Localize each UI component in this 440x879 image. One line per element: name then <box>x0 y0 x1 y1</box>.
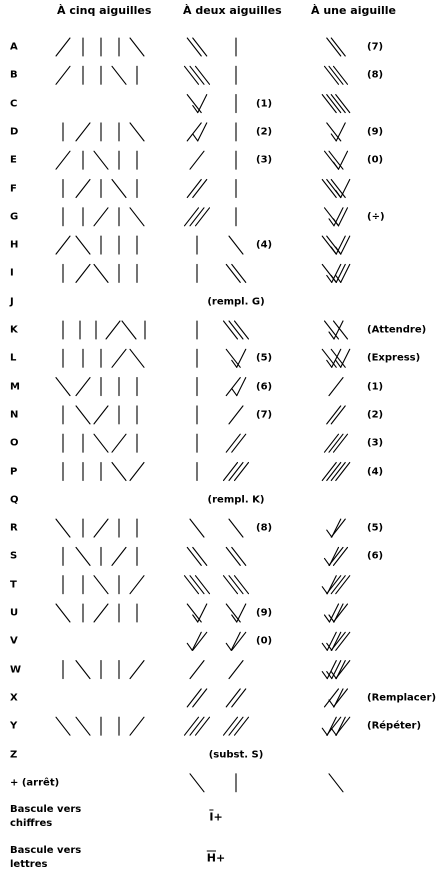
one-needle-meaning-g: (÷) <box>367 211 385 223</box>
five-needle-stroke-t <box>94 576 108 594</box>
five-needle-stroke-o <box>94 434 108 452</box>
two-needle-number-v: (0) <box>256 635 273 647</box>
shift-to-figures-glyph: $\overline{I}+$ <box>209 810 223 824</box>
five-needle-stroke-f <box>112 180 126 198</box>
five-needle-stroke-t <box>130 576 144 594</box>
row-label-j: J <box>10 296 14 308</box>
two-needle-left-d <box>193 134 198 141</box>
one-needle-stroke-w <box>322 672 327 679</box>
one-needle-stroke-x <box>334 689 348 707</box>
row-label-x: X <box>10 692 18 704</box>
one-needle-stroke-u <box>325 615 330 622</box>
five-needle-stroke-i <box>76 264 90 282</box>
one-needle-stroke-u <box>330 604 339 622</box>
row-label-t: T <box>10 579 17 591</box>
two-needle-right-n <box>229 406 243 424</box>
row-label-s: S <box>10 550 18 562</box>
row-label-g: G <box>10 211 19 223</box>
one-needle-stroke-m <box>329 378 343 396</box>
five-needle-stroke-g <box>130 208 144 226</box>
five-needle-stroke-f <box>76 180 90 198</box>
one-needle-stroke-e <box>339 151 348 169</box>
five-needle-stroke-g <box>94 208 108 226</box>
one-needle-meaning-l: (Express) <box>367 352 421 364</box>
two-needle-right-r <box>229 519 243 537</box>
five-needle-stroke-i <box>94 264 108 282</box>
five-needle-stroke-e <box>56 151 70 169</box>
one-needle-stroke-f <box>341 180 350 198</box>
two-needle-left-w <box>190 661 204 679</box>
five-needle-stroke-b <box>56 66 70 84</box>
row-label-u: U <box>10 607 19 619</box>
one-needle-stroke-w <box>336 661 350 679</box>
five-needle-stroke-e <box>94 151 108 169</box>
row-label-o: O <box>10 437 19 449</box>
five-needle-stroke-a <box>130 38 144 56</box>
five-needle-stroke-d <box>130 123 144 141</box>
five-needle-stroke-n <box>76 406 90 424</box>
one-needle-meaning-k: (Attendre) <box>367 324 427 336</box>
two-needle-number-e: (3) <box>256 154 273 166</box>
two-needle-number-r: (8) <box>256 522 273 534</box>
row-label-c: C <box>10 98 18 110</box>
five-needle-stroke-l <box>130 349 144 367</box>
one-needle-stroke-v <box>322 643 327 650</box>
five-needle-stroke-u <box>94 604 108 622</box>
two-needle-left-v <box>187 643 192 650</box>
one-needle-stroke-i <box>341 264 350 282</box>
five-needle-stroke-a <box>56 38 70 56</box>
one-needle-meaning-m: (1) <box>367 381 384 393</box>
one-needle-stroke-h <box>341 236 350 254</box>
five-needle-stroke-m <box>76 378 90 396</box>
two-needle-number-u: (9) <box>256 607 273 619</box>
two-needle-right-h <box>229 236 243 254</box>
header-one-needle: À une aiguille <box>311 4 396 17</box>
two-needle-right-l <box>237 349 246 367</box>
row-label-n: N <box>10 409 19 421</box>
one-needle-meaning-r: (5) <box>367 522 384 534</box>
two-needle-right-u <box>237 604 246 622</box>
shift-to-letters-glyph: $\overline{H}+$ <box>206 851 226 865</box>
five-needle-stroke-y <box>130 717 144 735</box>
one-needle-meaning-d: (9) <box>367 126 384 138</box>
two-needle-right-w <box>229 661 243 679</box>
two-needle-right-m <box>232 389 237 396</box>
five-needle-stroke-h <box>56 236 70 254</box>
one-needle-stroke-arrt <box>329 774 343 792</box>
two-needle-number-m: (6) <box>256 381 273 393</box>
row-label-q: Q <box>10 494 19 506</box>
five-needle-stroke-n <box>94 406 108 424</box>
row-label-w: W <box>10 664 22 676</box>
two-needle-left-arrt <box>190 774 204 792</box>
one-needle-meaning-s: (6) <box>367 550 384 562</box>
one-needle-stroke-v <box>327 632 336 650</box>
two-needle-number-h: (4) <box>256 239 273 251</box>
five-needle-stroke-y <box>56 717 70 735</box>
row-label-d: D <box>10 126 19 138</box>
one-needle-meaning-p: (4) <box>367 466 384 477</box>
five-needle-stroke-m <box>56 378 70 396</box>
two-needle-number-l: (5) <box>256 352 273 364</box>
row-label-m: M <box>10 381 20 393</box>
five-needle-stroke-r <box>56 519 70 537</box>
row-label-r: R <box>10 522 18 534</box>
two-needle-right-v <box>226 643 231 650</box>
two-needle-note-q: (rempl. K) <box>207 494 265 506</box>
one-needle-stroke-t <box>322 587 327 594</box>
two-needle-number-c: (1) <box>256 98 273 110</box>
five-needle-stroke-r <box>94 519 108 537</box>
five-needle-stroke-p <box>112 463 126 481</box>
row-label-e: E <box>10 154 17 166</box>
row-label-b: B <box>10 69 18 81</box>
shift-to-letters-label: Bascule vers lettres <box>10 845 82 870</box>
row-label-v: V <box>10 635 18 647</box>
row-label-z: Z <box>10 749 18 760</box>
row-label-l: L <box>10 352 17 364</box>
row-label-f: F <box>10 183 17 194</box>
five-needle-stroke-d <box>76 123 90 141</box>
two-needle-left-r <box>190 519 204 537</box>
one-needle-meaning-b: (8) <box>367 69 384 81</box>
two-needle-number-d: (2) <box>256 126 273 138</box>
five-needle-stroke-k <box>106 321 120 339</box>
five-needle-stroke-l <box>112 349 126 367</box>
one-needle-stroke-i <box>336 264 345 282</box>
row-label-i: I <box>10 267 14 279</box>
two-needle-left-u <box>198 604 207 622</box>
one-needle-meaning-y: (Répéter) <box>367 720 422 732</box>
two-needle-note-j: (rempl. G) <box>207 296 265 308</box>
row-label-k: K <box>10 324 18 336</box>
one-needle-stroke-l <box>341 349 350 367</box>
one-needle-stroke-x <box>329 700 334 707</box>
one-needle-meaning-o: (3) <box>367 437 384 449</box>
five-needle-stroke-w <box>76 661 90 679</box>
one-needle-meaning-a: (7) <box>367 41 384 53</box>
row-label-y: Y <box>10 720 18 732</box>
one-needle-stroke-g <box>339 208 348 226</box>
header-two-needles: À deux aiguilles <box>183 4 282 17</box>
five-needle-stroke-h <box>76 236 90 254</box>
header-five-needles: À cinq aiguilles <box>57 4 152 17</box>
one-needle-stroke-r <box>331 519 345 537</box>
two-needle-left-c <box>198 95 207 113</box>
two-needle-note-z: (subst. S) <box>208 749 264 760</box>
one-needle-stroke-r <box>327 530 332 537</box>
one-needle-stroke-y <box>336 717 350 735</box>
one-needle-stroke-w <box>332 661 341 679</box>
two-needle-number-n: (7) <box>256 409 273 421</box>
one-needle-stroke-y <box>331 728 336 735</box>
one-needle-stroke-g <box>334 208 343 226</box>
five-needle-stroke-o <box>112 434 126 452</box>
five-needle-stroke-k <box>122 321 136 339</box>
one-needle-stroke-s <box>325 558 330 565</box>
five-needle-stroke-s <box>112 547 126 565</box>
one-needle-stroke-u <box>334 604 348 622</box>
five-needle-stroke-p <box>130 463 144 481</box>
one-needle-stroke-d <box>336 123 345 141</box>
five-needle-stroke-w <box>130 661 144 679</box>
five-needle-stroke-s <box>76 547 90 565</box>
two-needle-left-e <box>190 151 204 169</box>
five-needle-stroke-u <box>56 604 70 622</box>
row-label-p: P <box>10 466 18 477</box>
row-label-a: A <box>10 41 18 53</box>
one-needle-meaning-e: (0) <box>367 154 384 166</box>
one-needle-meaning-x: (Remplacer) <box>367 692 437 704</box>
five-needle-stroke-b <box>112 66 126 84</box>
one-needle-stroke-y <box>322 728 327 735</box>
row-label-arrt: + (arrêt) <box>10 777 60 789</box>
shift-to-figures-label: Bascule vers chiffres <box>10 804 82 829</box>
one-needle-stroke-h <box>336 236 345 254</box>
one-needle-meaning-n: (2) <box>367 409 384 421</box>
five-needle-stroke-y <box>76 717 90 735</box>
row-label-h: H <box>10 239 19 251</box>
